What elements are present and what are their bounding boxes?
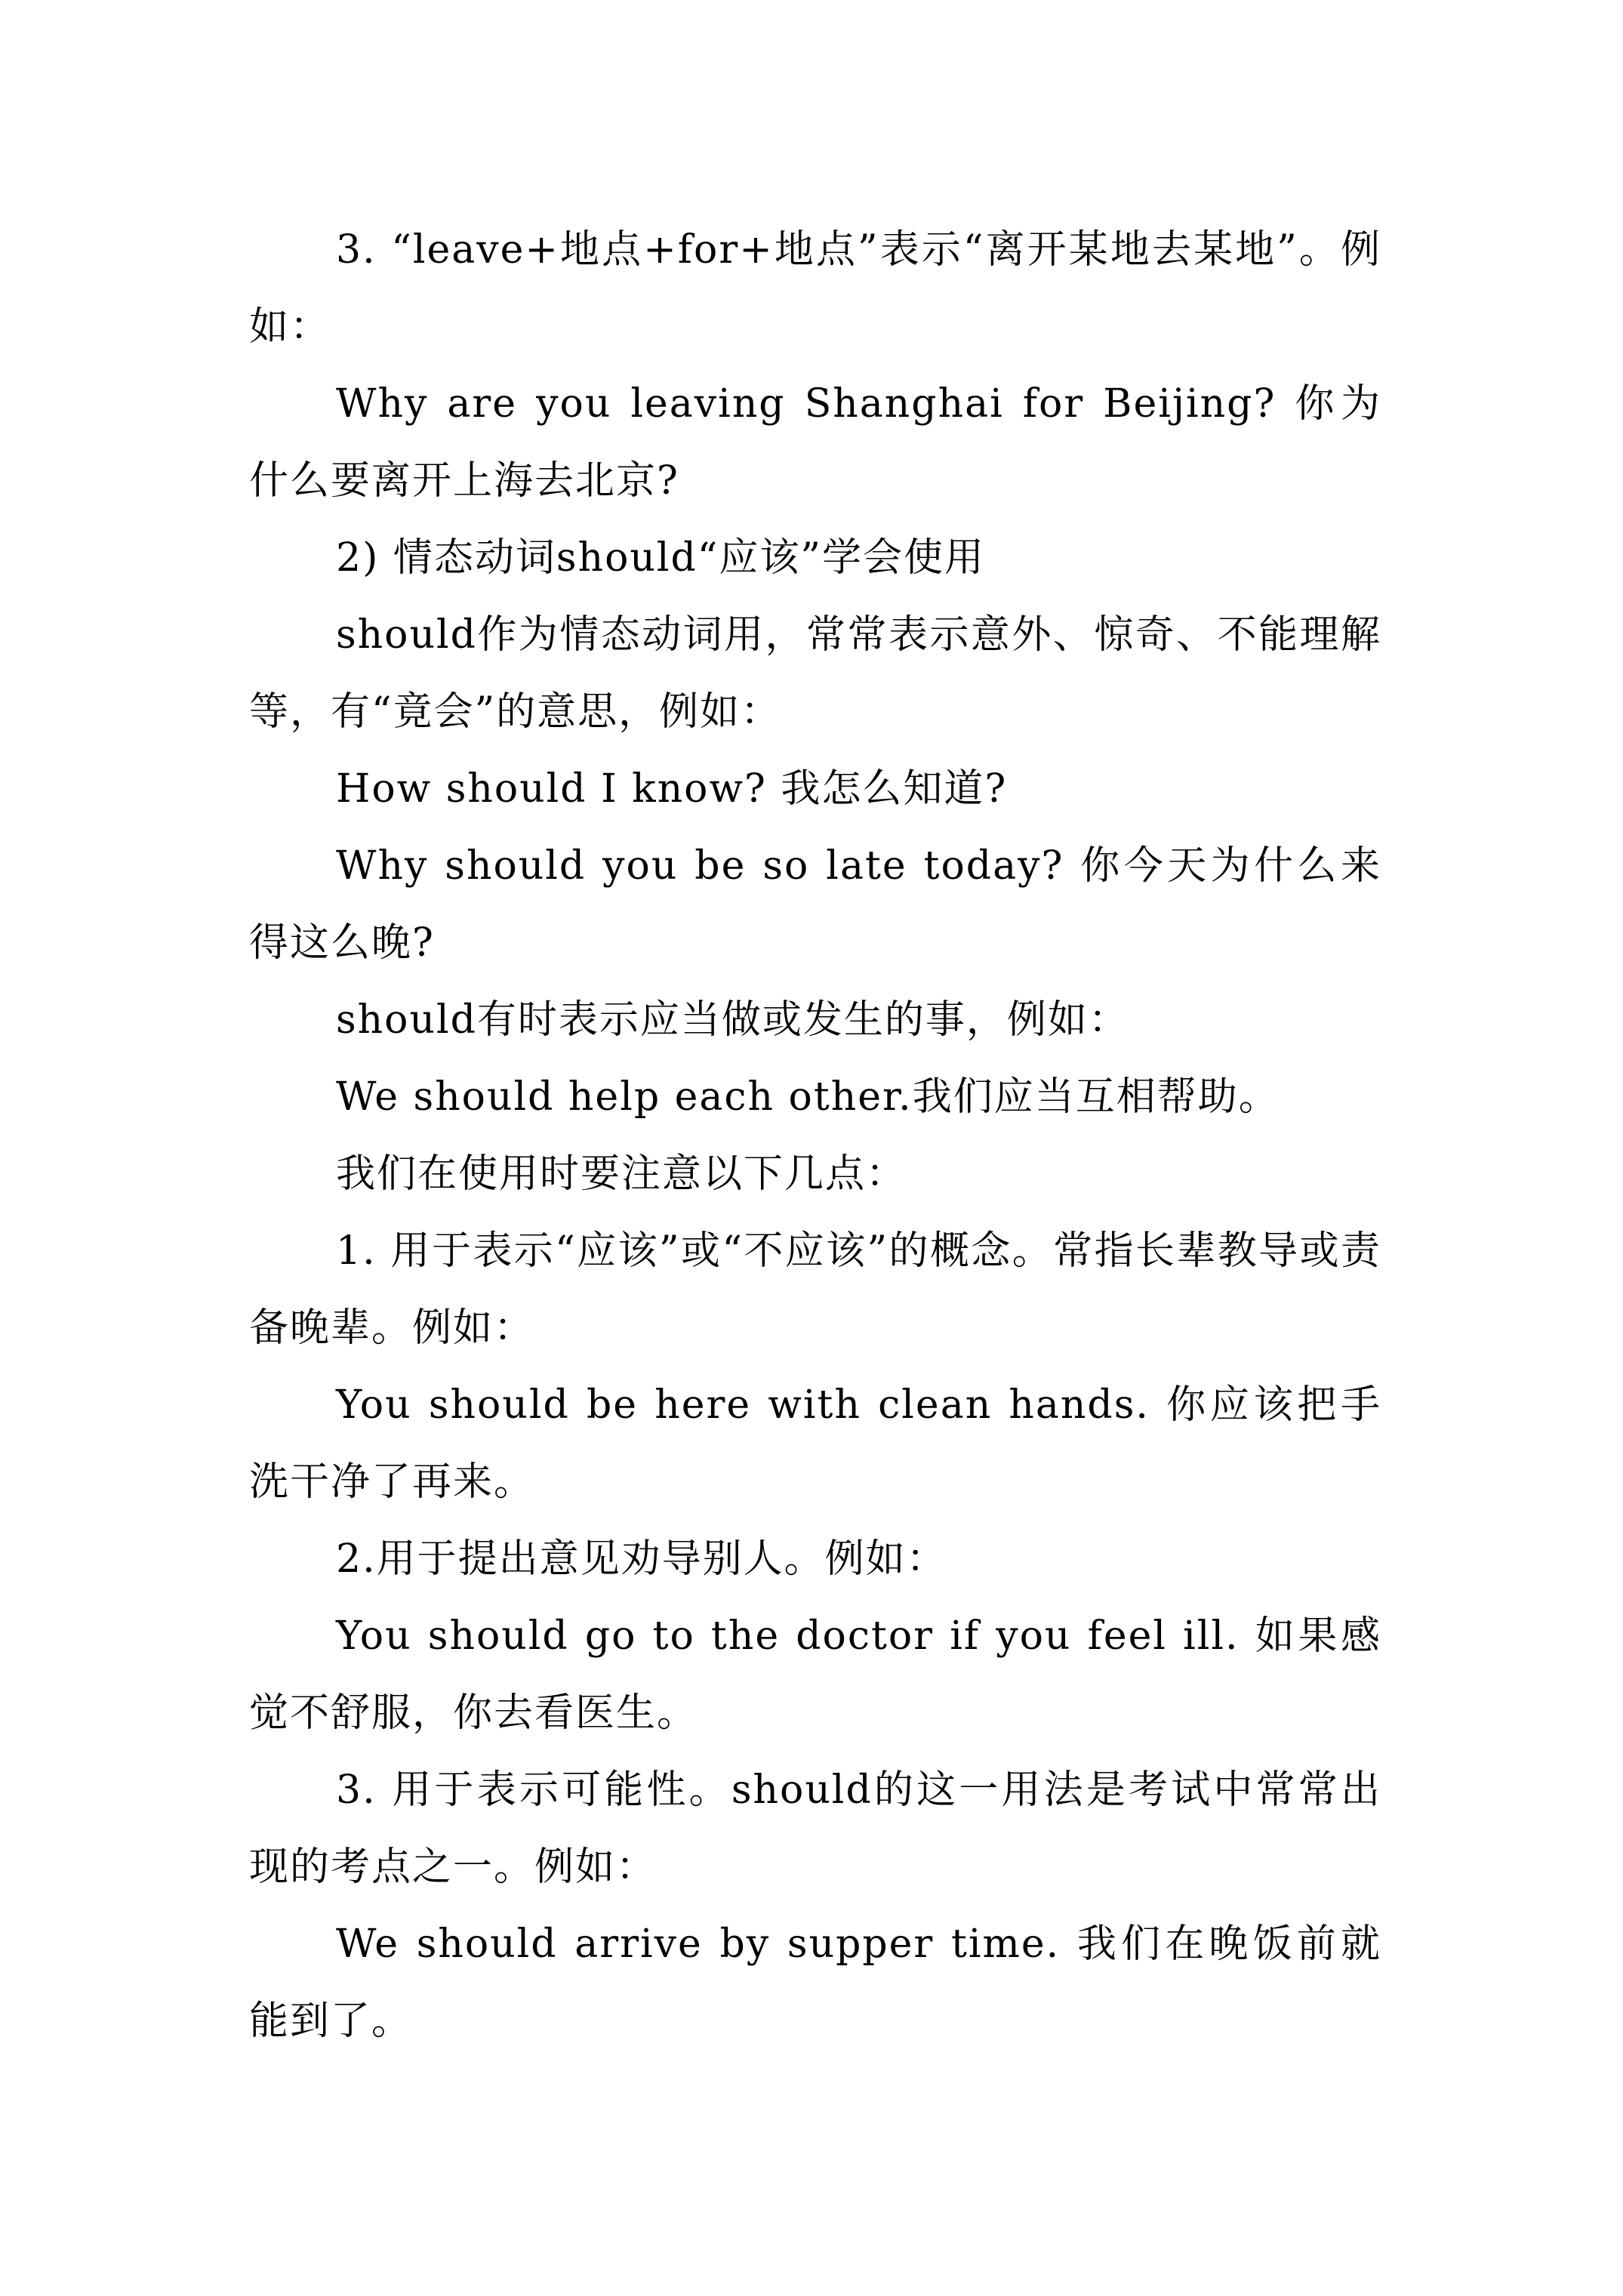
paragraph-example-doctor: You should go to the doctor if you feel ill. 如果感觉不舒服，你去看医生。 [249,1613,1381,1736]
paragraph-should-surprise: should作为情态动词用，常常表示意外、惊奇、不能理解等，有“竟会”的意思，例如： [249,612,1381,735]
paragraph-note-1: 1. 用于表示“应该”或“不应该”的概念。常指长辈教导或责备晚辈。例如： [249,1228,1381,1351]
paragraph-example-clean-hands: You should be here with clean hands. 你应该把手洗干净了再来。 [249,1382,1381,1505]
paragraph-leave-for-rule: 3. “leave+地点+for+地点”表示“离开某地去某地”。例如： [249,227,1381,350]
paragraph-example-supper-time: We should arrive by supper time. 我们在晚饭前就能到了。 [249,1922,1381,2044]
paragraph-should-obligation: should有时表示应当做或发生的事，例如： [336,997,1129,1043]
section-heading-should: 2) 情态动词should“应该”学会使用 [336,535,985,581]
paragraph-note-3: 3. 用于表示可能性。should的这一用法是考试中常常出现的考点之一。例如： [249,1767,1381,1890]
paragraph-example-how-should-i-know: How should I know? 我怎么知道? [336,766,1008,812]
paragraph-example-leaving-shanghai: Why are you leaving Shanghai for Beijing? 你为什么要离开上海去北京? [249,381,1381,504]
paragraph-usage-notes-intro: 我们在使用时要注意以下几点： [336,1151,907,1197]
paragraph-example-help-each-other: We should help each other.我们应当互相帮助。 [336,1074,1280,1120]
paragraph-example-why-so-late: Why should you be so late today? 你今天为什么来得这么晚? [249,843,1381,966]
paragraph-note-2: 2.用于提出意见劝导别人。例如： [336,1536,947,1582]
document-page [249,211,1381,2060]
